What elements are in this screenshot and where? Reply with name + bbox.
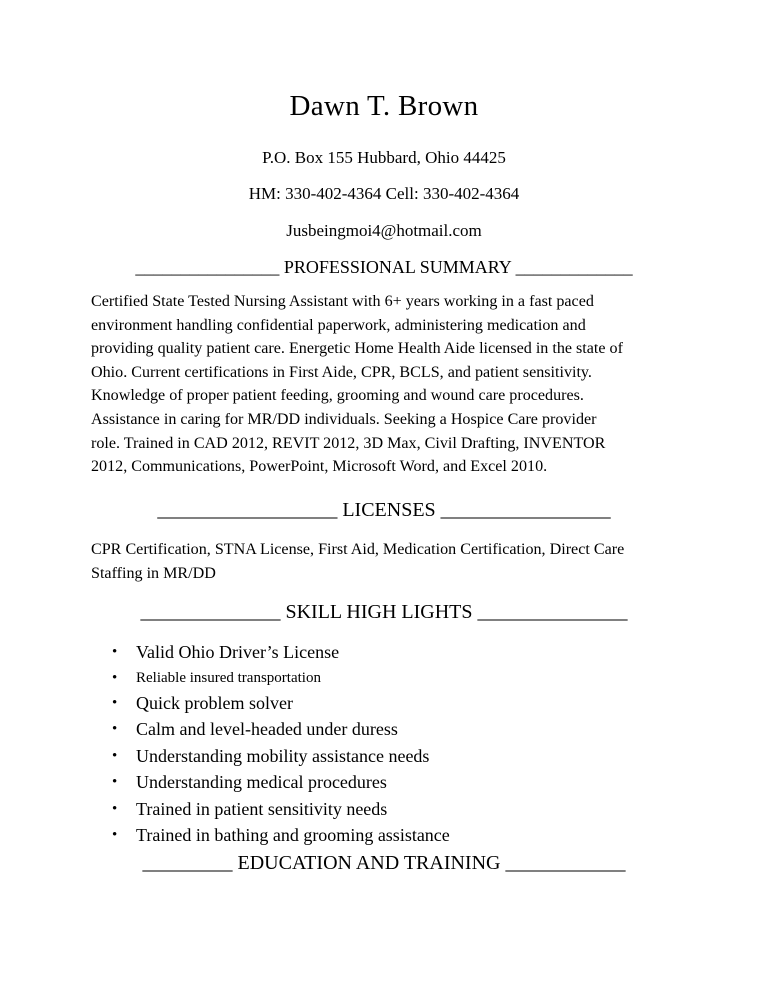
list-item bbox=[0, 822, 450, 849]
mailing-address: P.O. Box 155 Hubbard, Ohio 44425 bbox=[262, 148, 506, 167]
licenses-heading: __________________ LICENSES _________________ bbox=[157, 499, 611, 521]
list-item bbox=[0, 639, 450, 666]
summary-line: Assistance in caring for MR/DD individuals. Seeking a Hospice Care provider bbox=[91, 410, 597, 428]
bullet-icon: • bbox=[112, 644, 118, 660]
list-item bbox=[0, 743, 450, 770]
summary-line: environment handling confidential paperwork, administering medication and bbox=[91, 316, 586, 334]
skill-text: Trained in patient sensitivity needs bbox=[136, 798, 388, 819]
skill-text: Understanding mobility assistance needs bbox=[136, 745, 430, 766]
summary-line: 2012, Communications, PowerPoint, Microsoft Word, and Excel 2010. bbox=[91, 458, 548, 476]
bullet-icon: • bbox=[112, 747, 118, 764]
list-item bbox=[0, 769, 450, 796]
skill-text: Trained in bathing and grooming assistance bbox=[136, 825, 450, 845]
skill-highlights-heading: ______________ SKILL HIGH LIGHTS _______________ bbox=[140, 601, 628, 623]
education-training-heading: _________ EDUCATION AND TRAINING ____________ bbox=[142, 852, 626, 874]
bullet-icon: • bbox=[112, 694, 118, 711]
list-item bbox=[0, 666, 450, 690]
list-item bbox=[0, 716, 450, 743]
professional-summary-heading: ________________ PROFESSIONAL SUMMARY _____________ bbox=[135, 257, 633, 277]
bullet-icon: • bbox=[112, 774, 118, 790]
skill-text: Calm and level-headed under duress bbox=[136, 719, 398, 739]
summary-line: Ohio. Current certifications in First Aide, CPR, BCLS, and patient sensitivity. bbox=[91, 363, 592, 381]
summary-line: providing quality patient care. Energetic Home Health Aide licensed in the state of bbox=[91, 340, 623, 358]
skill-highlights-list bbox=[0, 639, 450, 849]
licenses-line: CPR Certification, STNA License, First Aid, Medication Certification, Direct Care bbox=[91, 541, 625, 558]
phone-numbers: HM: 330-402-4364 Cell: 330-402-4364 bbox=[248, 184, 520, 203]
summary-line: role. Trained in CAD 2012, REVIT 2012, 3D Max, Civil Drafting, INVENTOR bbox=[91, 434, 606, 452]
list-item bbox=[0, 796, 450, 823]
bullet-icon: • bbox=[112, 827, 118, 843]
bullet-icon: • bbox=[112, 669, 118, 686]
email-address: Jusbeingmoi4@hotmail.com bbox=[286, 221, 482, 240]
skill-text: Understanding medical procedures bbox=[136, 772, 387, 792]
summary-line: Certified State Tested Nursing Assistant with 6+ years working in a fast paced bbox=[91, 293, 594, 310]
list-item bbox=[0, 690, 450, 717]
skill-text: Quick problem solver bbox=[136, 692, 293, 713]
resume-name: Dawn T. Brown bbox=[289, 90, 479, 122]
skill-text: Reliable insured transportation bbox=[136, 669, 321, 686]
bullet-icon: • bbox=[112, 800, 118, 817]
bullet-icon: • bbox=[112, 721, 118, 737]
summary-line: Knowledge of proper patient feeding, grooming and wound care procedures. bbox=[91, 387, 584, 405]
skill-text: Valid Ohio Driver’s License bbox=[136, 642, 340, 662]
licenses-line: Staffing in MR/DD bbox=[91, 564, 216, 582]
professional-summary-text bbox=[91, 290, 691, 479]
licenses-text bbox=[91, 538, 691, 585]
